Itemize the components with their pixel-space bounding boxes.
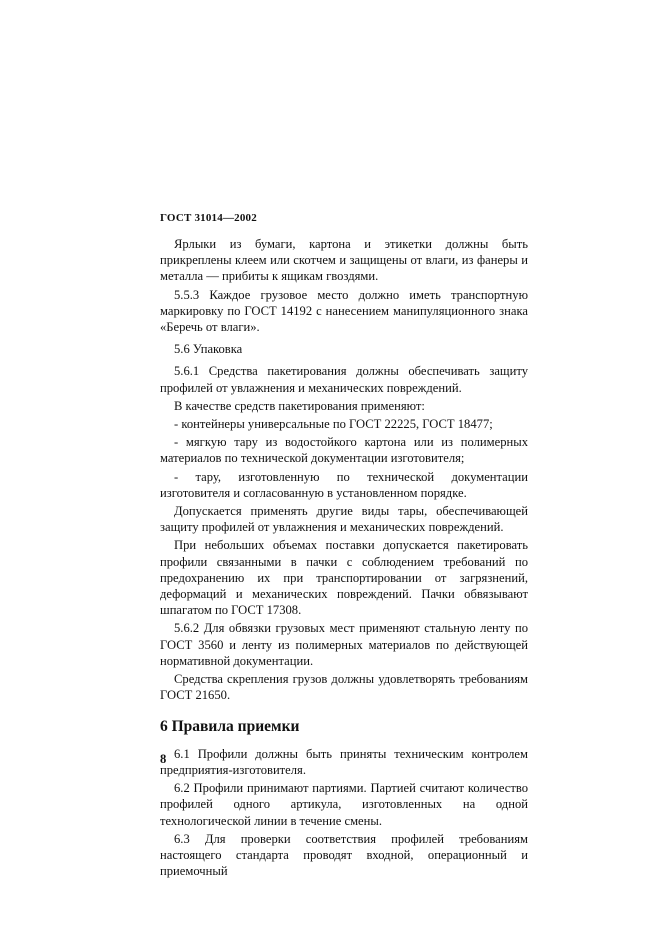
paragraph-packaging-means: В качестве средств пакетирования применяют: [174, 398, 425, 413]
list-item-manufacturer-packaging: - тару, изготовленную по технической документации изготовителя и согласованную в установленном порядке. [160, 469, 528, 500]
list-item-containers: - контейнеры универсальные по ГОСТ 22225, ГОСТ 18477; [174, 417, 493, 432]
document-body [160, 236, 528, 881]
paragraph-small-shipments: При небольших объемах поставки допускается пакетировать профили связанными в пачки с соблюдением требований по предохранению их при транспортировании от загрязнений, деформаций и механических повреждений. Пачки обвязывают шпагатом по ГОСТ 17308. [160, 538, 528, 618]
section-title-acceptance-rules: 6 Правила приемки [160, 718, 300, 736]
list-item-soft-packaging: - мягкую тару из водостойкого картона или из полимерных материалов по технической документации изготовителя; [160, 435, 528, 466]
page-number: 8 [160, 752, 167, 766]
paragraph-5-6-1: 5.6.1 Средства пакетирования должны обеспечивать защиту профилей от увлажнения и механических повреждений. [160, 364, 528, 395]
paragraph-other-packaging: Допускается применять другие виды тары, обеспечивающей защиту профилей от увлажнения и механических повреждений. [160, 504, 528, 535]
standard-code-header: ГОСТ 31014—2002 [160, 212, 257, 224]
paragraph-labels: Ярлыки из бумаги, картона и этикетки должны быть прикреплены клеем или скотчем и защищены от влаги, из фанеры и металла — прибиты к ящикам гвоздями. [160, 237, 528, 284]
paragraph-6-2: 6.2 Профили принимают партиями. Партией считают количество профилей одного артикула, изготовленных на одной технологической линии в течение смены. [160, 781, 528, 828]
subsection-heading-5-6: 5.6 Упаковка [174, 342, 243, 357]
paragraph-fastening: Средства скрепления грузов должны удовлетворять требованиям ГОСТ 21650. [160, 672, 528, 703]
paragraph-5-5-3: 5.5.3 Каждое грузовое место должно иметь транспортную маркировку по ГОСТ 14192 с нанесением манипуляционного знака «Беречь от влаги». [160, 287, 528, 335]
paragraph-6-3: 6.3 Для проверки соответствия профилей требованиям настоящего стандарта проводят входной, операционный и приемочный [160, 831, 528, 879]
paragraph-5-6-2: 5.6.2 Для обвязки грузовых мест применяют стальную ленту по ГОСТ 3560 и ленту из полимерных материалов по действующей нормативной документации. [160, 621, 528, 668]
paragraph-6-1: 6.1 Профили должны быть приняты техническим контролем предприятия-изготовителя. [160, 746, 528, 777]
